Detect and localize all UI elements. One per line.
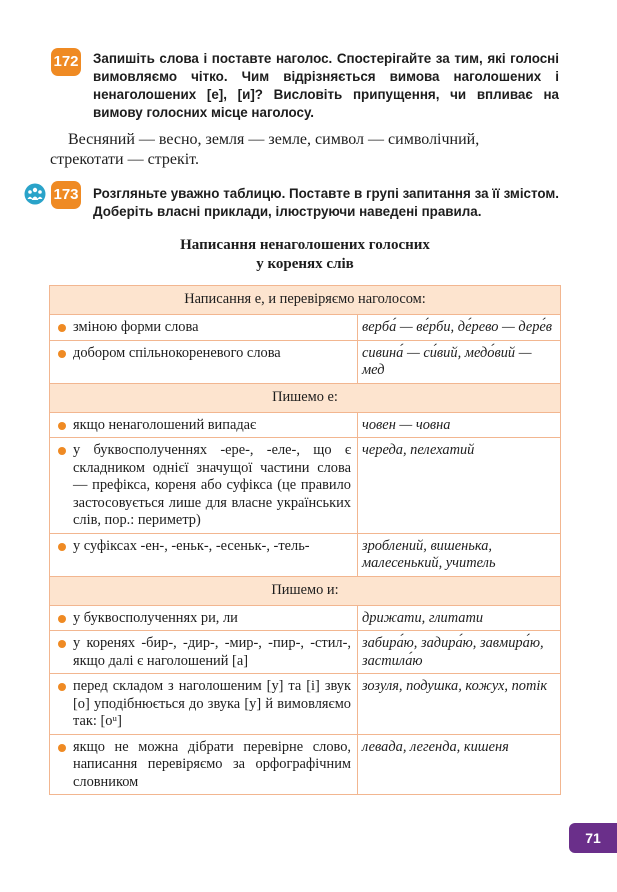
bullet-icon xyxy=(58,422,66,430)
rule-cell xyxy=(50,340,358,383)
exercise-173-instructions: Розгляньте уважно таблицю. Поставте в групі запитання за її змістом. Доберіть власні приклади, ілюструючи наведені правила. xyxy=(93,186,559,219)
examples-cell: зроблений, вишенька, малесенький, учитель xyxy=(358,533,561,576)
page-number: 71 xyxy=(569,823,617,853)
rule-text: якщо не можна дібрати перевірне слово, написання перевіряємо за орфографічним словником xyxy=(73,738,351,790)
rule-text: у буквосполученнях -ере-, -еле-, що є складником однієї значущої частини слова — префікса, кореня або суфікса (це правило застосовується лише для власне українських слів, пор.: периметр) xyxy=(73,442,351,528)
exercise-172-word-list xyxy=(50,130,560,170)
word-pairs-line: стрекотати — стрекіт. xyxy=(50,151,199,168)
rule-text: якщо ненаголошений випадає xyxy=(73,416,257,433)
rule-cell xyxy=(50,605,358,631)
rule-text: перед складом з наголошеним [у] та [і] звук [о] уподібнюється до звука [у] й вимовляємо так: [оᵘ] xyxy=(73,678,351,729)
section-header: Написання е, и перевіряємо наголосом: xyxy=(50,286,561,315)
rule-text: у буквосполученнях ри, ли xyxy=(73,609,238,626)
bullet-icon xyxy=(58,350,66,358)
table-title-line: у коренях слів xyxy=(256,256,354,272)
rule-text: зміною форми слова xyxy=(73,319,199,335)
table-title-line: Написання ненаголошених голосних xyxy=(180,237,430,253)
rule-text: у суфіксах -ен-, -еньк-, -есеньк-, -тель- xyxy=(73,537,310,554)
bullet-icon xyxy=(58,324,66,332)
rule-cell xyxy=(50,734,358,795)
rule-cell xyxy=(50,315,358,341)
examples-cell: дрижати, глитати xyxy=(358,605,561,631)
table-row xyxy=(50,631,561,674)
rule-text: у коренях -бир-, -дир-, -мир-, -пир-, -стил-, якщо далі є наголошений [а] xyxy=(73,635,351,669)
examples-cell: верба́ — ве́рби, де́рево — дере́в xyxy=(358,315,561,341)
table-row xyxy=(50,315,561,341)
exercise-number-badge: 172 xyxy=(51,48,81,76)
rule-text: добором спільнокореневого слова xyxy=(73,344,281,361)
rule-cell xyxy=(50,412,358,438)
bullet-icon xyxy=(58,447,66,455)
vowel-rules-table xyxy=(49,285,561,795)
rule-cell xyxy=(50,533,358,576)
bullet-icon xyxy=(58,683,66,691)
table-row xyxy=(50,734,561,795)
rule-cell xyxy=(50,438,358,534)
section-header: Пишемо и: xyxy=(50,576,561,605)
table-title xyxy=(50,236,560,274)
group-work-icon xyxy=(24,183,46,205)
examples-cell: забира́ю, задира́ю, завмира́ю, застила́ю xyxy=(358,631,561,674)
table-row xyxy=(50,533,561,576)
word-pairs-line: Весняний — весно, земля — земле, символ — символічний, xyxy=(68,131,480,148)
examples-cell: сивина́ — си́вий, медо́вий — мед xyxy=(358,340,561,383)
bullet-icon xyxy=(58,615,66,623)
exercise-172-instructions: Запишіть слова і поставте наголос. Спостерігайте за тим, які голосні вимовляємо чітко. Чим відрізняється вимова наголошених і ненаголошених [е], [и]? Висловіть припущення, чи впливає на вимову голосних місце наголосу. xyxy=(93,51,559,120)
table-row xyxy=(50,674,561,735)
section-header: Пишемо е: xyxy=(50,383,561,412)
bullet-icon xyxy=(58,640,66,648)
section-header-row xyxy=(50,383,561,412)
table-row xyxy=(50,438,561,534)
bullet-icon xyxy=(58,543,66,551)
examples-cell: зозуля, подушка, кожух, потік xyxy=(358,674,561,735)
table-row xyxy=(50,340,561,383)
table-row xyxy=(50,605,561,631)
bullet-icon xyxy=(58,744,66,752)
exercise-number-badge: 173 xyxy=(51,181,81,209)
rule-cell xyxy=(50,631,358,674)
examples-cell: човен — човна xyxy=(358,412,561,438)
table-row xyxy=(50,412,561,438)
examples-cell: левада, легенда, кишеня xyxy=(358,734,561,795)
section-header-row xyxy=(50,286,561,315)
section-header-row xyxy=(50,576,561,605)
examples-cell: череда, пелехатий xyxy=(358,438,561,534)
rule-cell xyxy=(50,674,358,735)
